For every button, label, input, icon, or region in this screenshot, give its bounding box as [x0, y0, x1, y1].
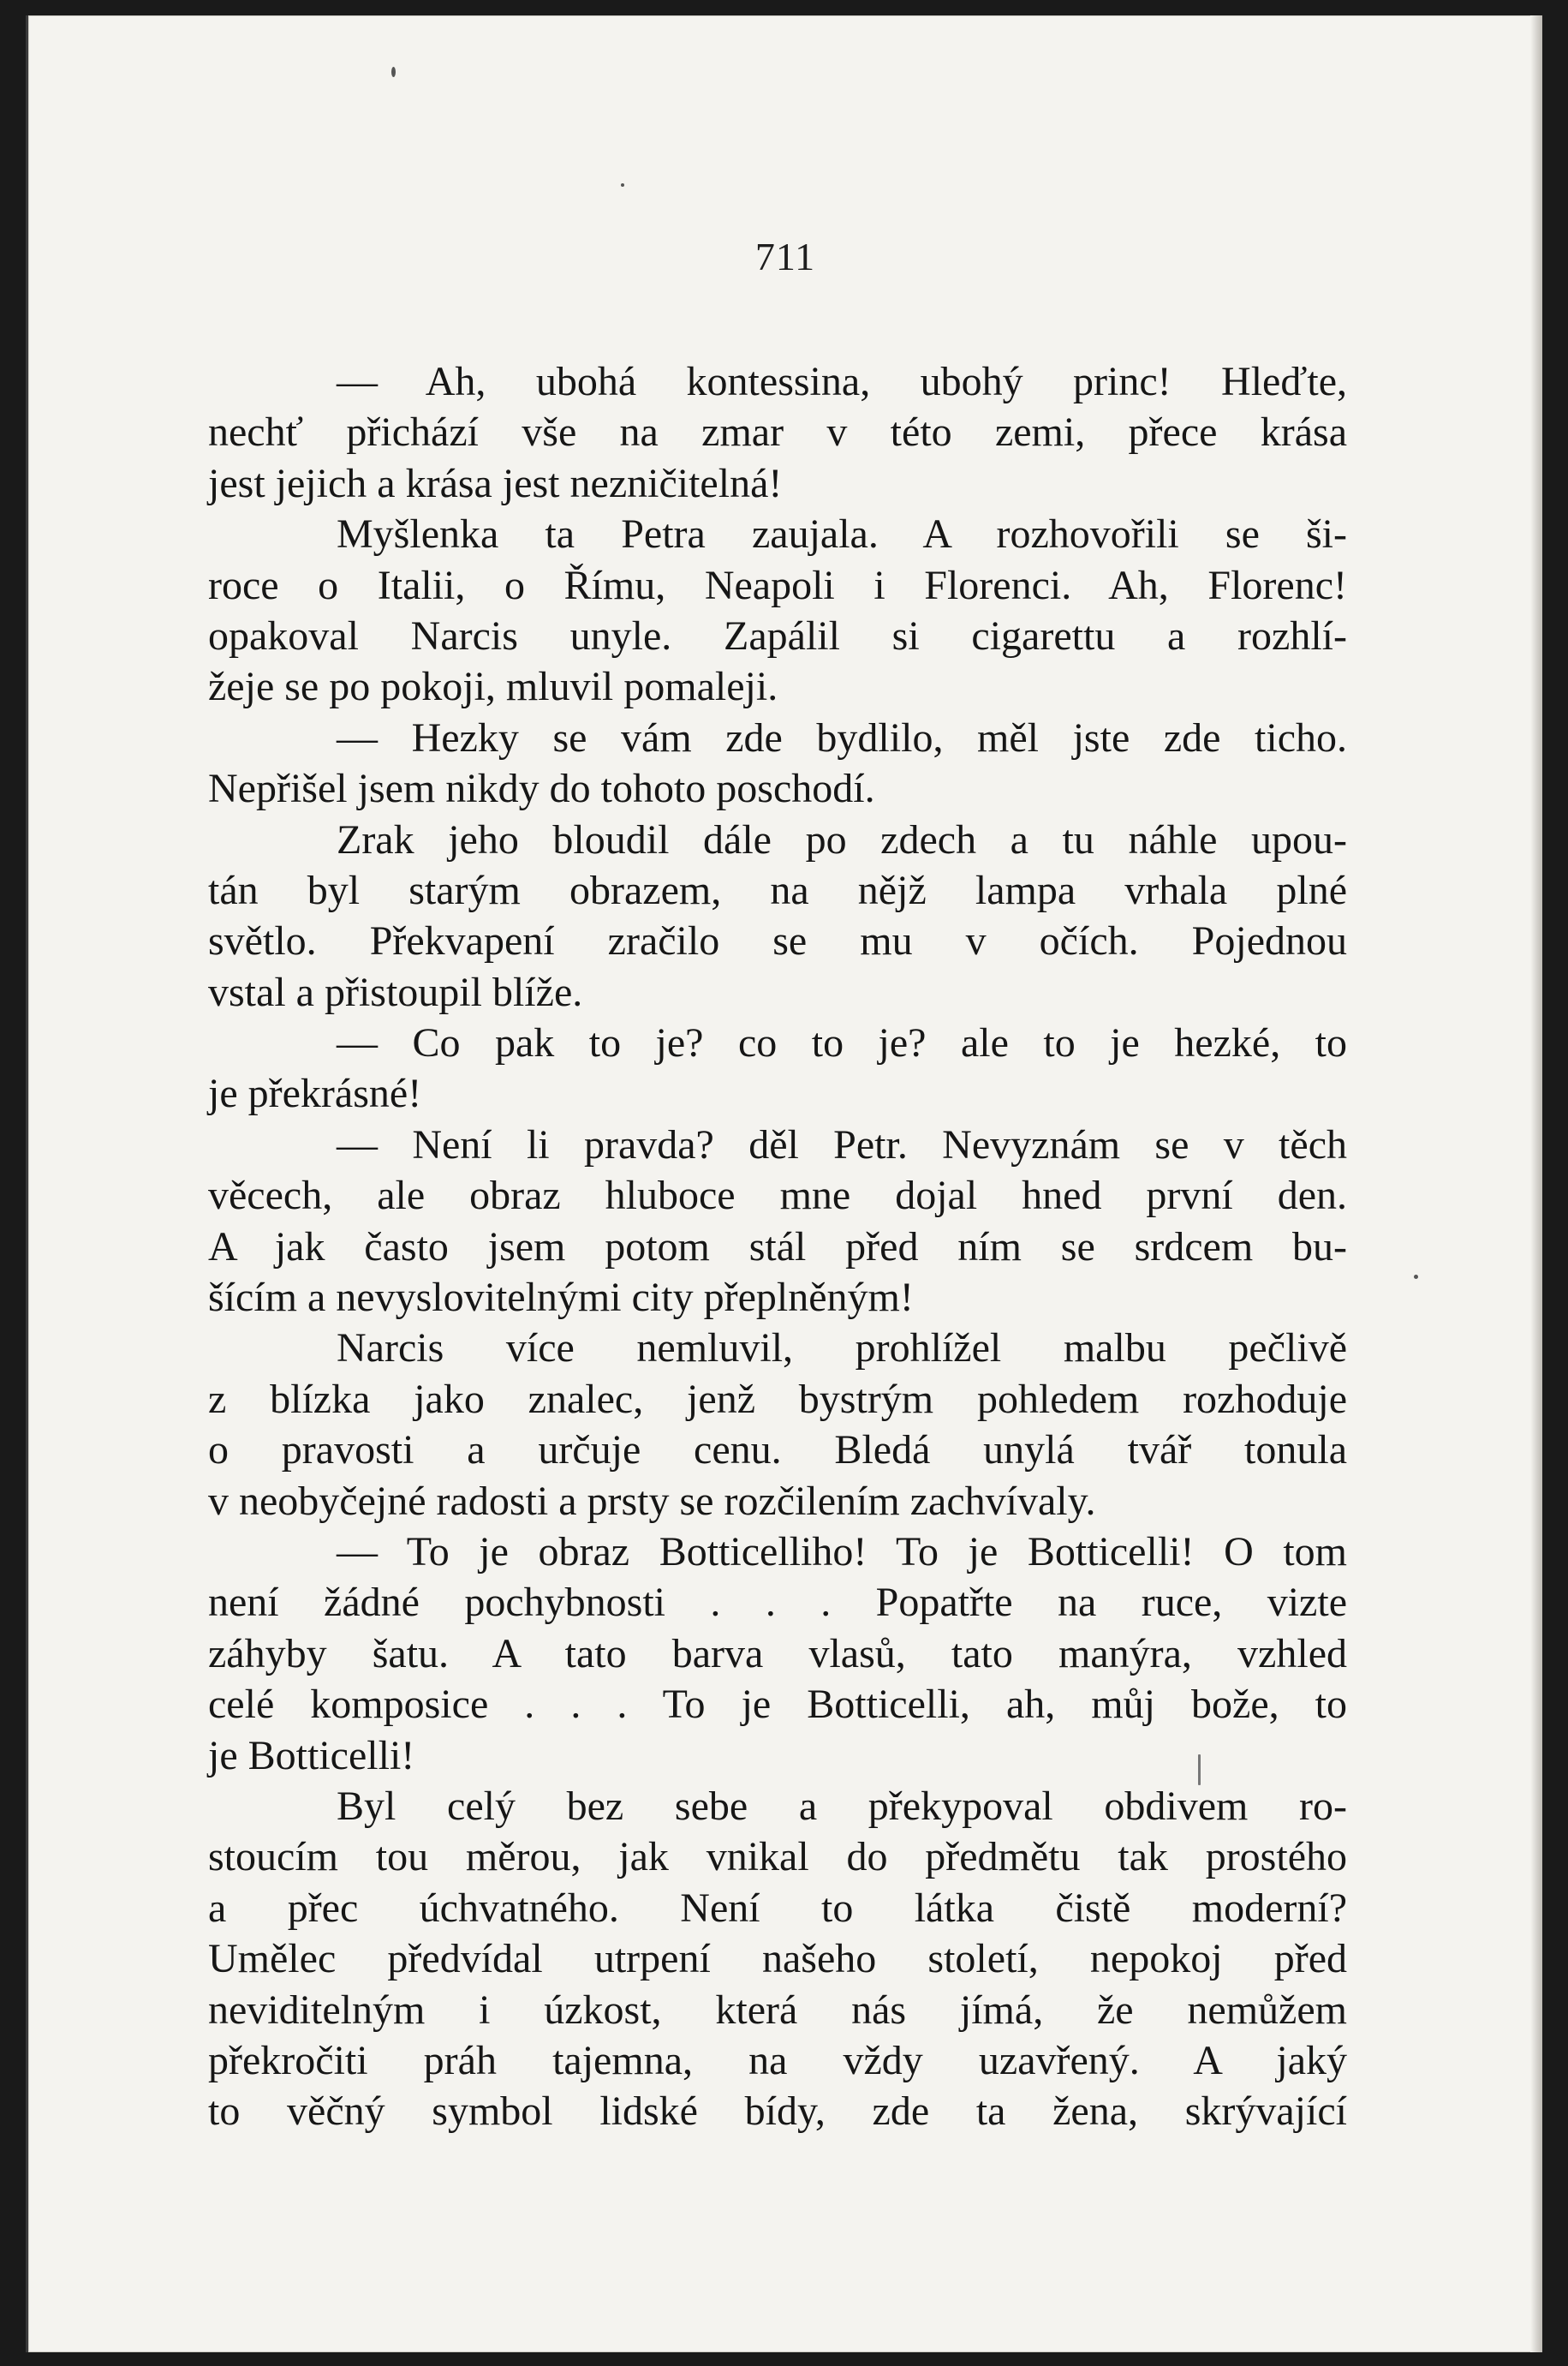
text-line: šícím a nevyslovitelnými city přeplněným!	[208, 1275, 914, 1321]
text-line: z blízka jako znalec, jenž bystrým pohledem rozhoduje	[208, 1376, 1347, 1422]
text-line: celé komposice . . . To je Botticelli, ah, můj bože, to	[208, 1682, 1347, 1728]
text-line: překročiti práh tajemna, na vždy uzavřený. A jaký	[208, 2037, 1347, 2083]
text-line: Nepřišel jsem nikdy do tohoto poschodí.	[208, 766, 875, 812]
text-line: Myšlenka ta Petra zaujala. A rozhovořili se ši-	[337, 511, 1347, 558]
page-speck	[391, 67, 396, 77]
text-line: — To je obraz Botticelliho! To je Botticelli! O tom	[337, 1528, 1347, 1574]
page-speck	[1414, 1275, 1418, 1279]
text-line: — Hezky se vám zde bydlilo, měl jste zde ticho.	[337, 714, 1347, 761]
text-line: Narcis více nemluvil, prohlížel malbu pečlivě	[337, 1325, 1347, 1371]
text-line: v neobyčejné radosti a prsty se rozčilením zachvívaly.	[208, 1478, 1096, 1524]
page-speck	[621, 183, 624, 187]
text-line: stoucím tou měrou, jak vnikal do předmětu tak prostého	[208, 1834, 1347, 1880]
text-line: žeje se po pokoji, mluvil pomaleji.	[208, 664, 778, 710]
text-line: není žádné pochybnosti . . . Popatřte na ruce, vizte	[208, 1580, 1347, 1626]
text-line: a přec úchvatného. Není to látka čistě moderní?	[208, 1885, 1347, 1931]
body-text	[208, 356, 1347, 2137]
text-line: nechť přichází vše na zmar v této zemi, přece krása	[208, 409, 1347, 456]
text-line: to věčný symbol lidské bídy, zde ta žena, skrývající	[208, 2088, 1347, 2135]
text-line: je Botticelli!	[208, 1732, 415, 1778]
book-page	[26, 15, 1542, 2352]
text-line: opakoval Narcis unyle. Zapálil si cigarettu a rozhlí-	[208, 612, 1347, 659]
text-line: vstal a přistoupil blíže.	[208, 969, 583, 1015]
text-line: věcech, ale obraz hluboce mne dojal hned první den.	[208, 1173, 1347, 1219]
text-line: roce o Italii, o Římu, Neapoli i Florenci. Ah, Florenc!	[208, 562, 1347, 608]
text-line: je překrásné!	[208, 1071, 422, 1117]
text-line: světlo. Překvapení zračilo se mu v očích. Pojednou	[208, 918, 1347, 965]
text-line: — Co pak to je? co to je? ale to je hezké, to	[337, 1020, 1347, 1066]
text-line: — Ah, ubohá kontessina, ubohý princ! Hleďte,	[337, 359, 1347, 404]
text-line: záhyby šatu. A tato barva vlasů, tato manýra, vzhled	[208, 1630, 1347, 1676]
text-line: neviditelným i úzkost, která nás jímá, že nemůžem	[208, 1987, 1347, 2033]
text-line: Byl celý bez sebe a překypoval obdivem ro-	[337, 1783, 1347, 1829]
page-edge-shadow	[1530, 15, 1542, 2352]
text-line: A jak často jsem potom stál před ním se srdcem bu-	[208, 1223, 1347, 1270]
text-line: jest jejich a krása jest nezničitelná!	[208, 460, 783, 506]
text-line: tán byl starým obrazem, na nějž lampa vrhala plné	[208, 867, 1347, 913]
text-line: o pravosti a určuje cenu. Bledá unylá tvář tonula	[208, 1427, 1347, 1473]
text-line: Zrak jeho bloudil dále po zdech a tu náhle upou-	[337, 816, 1347, 863]
page-number: 711	[754, 235, 816, 278]
text-line: — Není li pravda? děl Petr. Nevyznám se v těch	[337, 1121, 1347, 1168]
text-line: Umělec předvídal utrpení našeho století, nepokoj před	[208, 1936, 1347, 1982]
